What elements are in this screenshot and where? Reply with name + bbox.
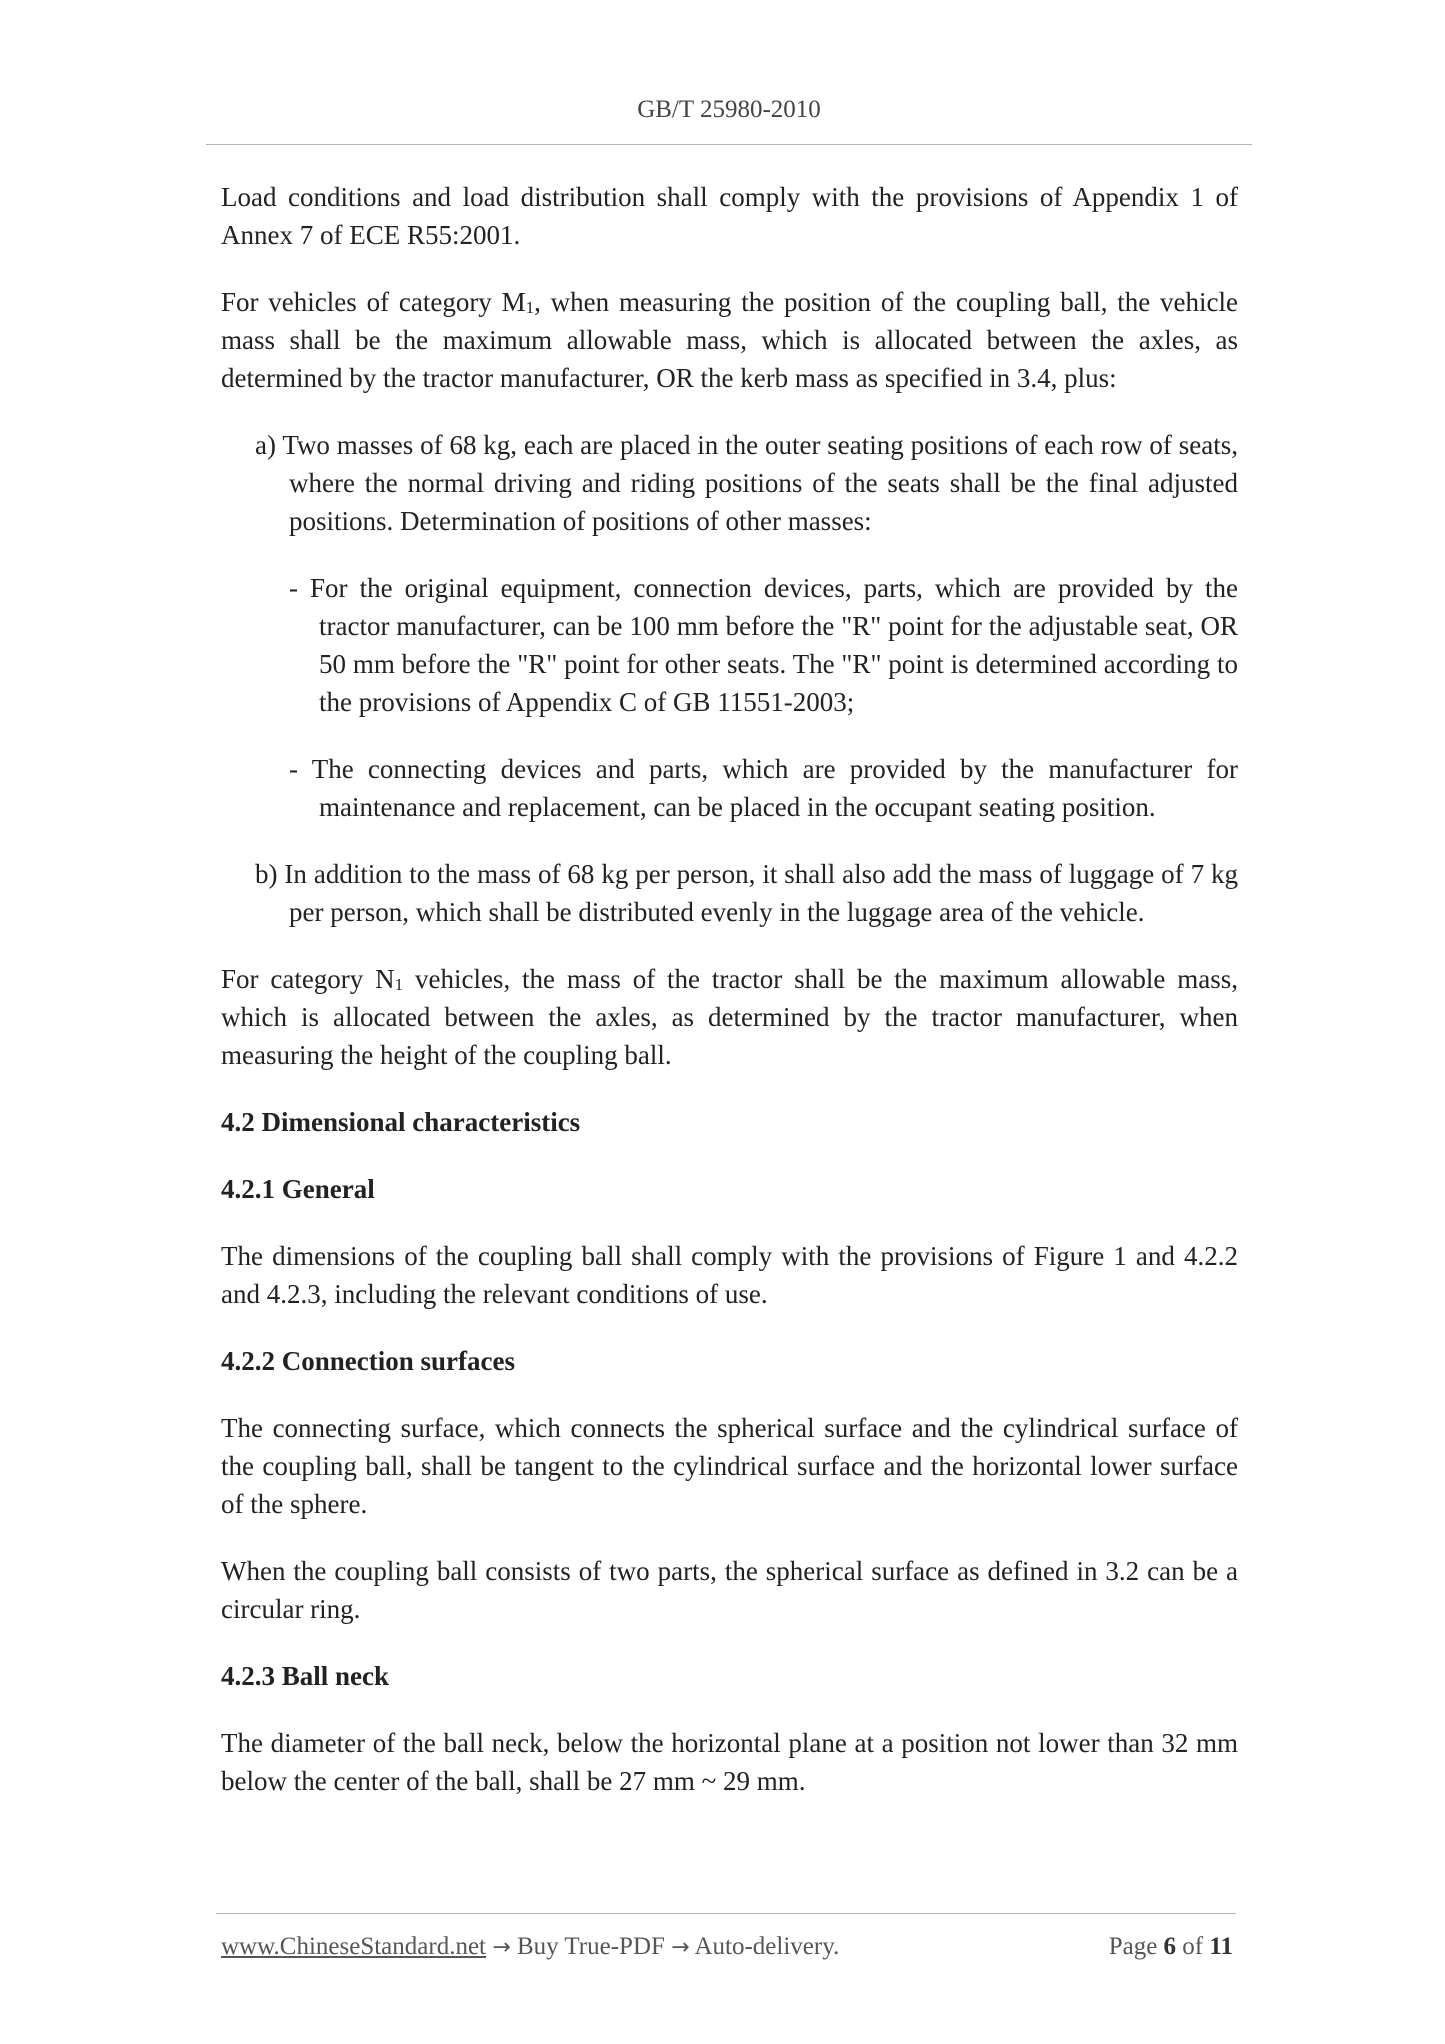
of-label: of (1182, 1933, 1204, 1960)
paragraph-category-m1 (221, 283, 1238, 397)
paragraph-connecting-surface: The connecting surface, which connects the spherical surface and the cylindrical surface of the coupling ball, shall be tangent to the cylindrical surface and the horizontal lower surface of the sphere. (221, 1413, 1238, 1519)
paragraph-load-conditions: Load conditions and load distribution shall comply with the provisions of Appendix 1 of Annex 7 of ECE R55:2001. (221, 182, 1238, 250)
paragraph-text: For category N (221, 964, 395, 994)
list-item-b: b) In addition to the mass of 68 kg per person, it shall also add the mass of luggage of 7 kg per person, which shall be distributed evenly in the luggage area of the vehicle. (255, 859, 1238, 927)
subscript: 1 (525, 298, 535, 317)
subscript: 1 (394, 975, 404, 994)
footer-links (221, 1933, 839, 1961)
paragraph-text: vehicles, the mass of the tractor shall be the maximum allowable mass, which is allocated between the axles, as determined by the tractor manufacturer, when measuring the height of the coupling ball. (221, 964, 1238, 1070)
dash-item-maintenance: - The connecting devices and parts, which are provided by the manufacturer for maintenance and replacement, can be placed in the occupant seating position. (289, 754, 1238, 822)
page-number: 6 (1163, 1933, 1177, 1960)
page-label: Page (1108, 1933, 1158, 1960)
page-total: 11 (1209, 1933, 1233, 1960)
paragraph-category-n1 (221, 960, 1238, 1074)
buy-text: Buy True-PDF (516, 1933, 665, 1960)
paragraph-ball-neck: The diameter of the ball neck, below the horizontal plane at a position not lower than 32 mm below the center of the ball, shall be 27 mm ~ 29 mm. (221, 1728, 1238, 1796)
heading-4-2-2: 4.2.2 Connection surfaces (221, 1346, 515, 1376)
footer-divider (216, 1913, 1236, 1914)
dash-item-original-equipment: - For the original equipment, connection devices, parts, which are provided by the tractor manufacturer, can be 100 mm before the "R" point for the adjustable seat, OR 50 mm before the "R" point for other seats. The "R" point is determined according to the provisions of Appendix C of GB 11551-2003; (289, 573, 1238, 717)
paragraph-two-parts: When the coupling ball consists of two parts, the spherical surface as defined in 3.2 can be a circular ring. (221, 1556, 1238, 1624)
delivery-text: Auto-delivery. (694, 1933, 840, 1960)
arrow-right-icon: → (492, 1935, 511, 1960)
header-divider (206, 144, 1252, 145)
list-item-a: a) Two masses of 68 kg, each are placed in the outer seating positions of each row of seats, where the normal driving and riding positions of the seats shall be the final adjusted positions. Determination of positions of other masses: (255, 430, 1238, 536)
heading-4-2-3: 4.2.3 Ball neck (221, 1661, 390, 1691)
heading-4-2: 4.2 Dimensional characteristics (221, 1107, 581, 1137)
paragraph-text: , when measuring the position of the coupling ball, the vehicle mass shall be the maximum allowable mass, which is allocated between the axles, as determined by the tractor manufacturer, OR the kerb mass as specified in 3.4, plus: (221, 287, 1238, 393)
heading-4-2-1: 4.2.1 General (221, 1174, 375, 1204)
page-indicator (1109, 1933, 1233, 1961)
page-header: GB/T 25980-2010 (637, 96, 821, 123)
document-body (221, 178, 1238, 1829)
site-link[interactable]: www.ChineseStandard.net (221, 1933, 486, 1960)
paragraph-text: For vehicles of category M (221, 287, 526, 317)
paragraph-dimensions: The dimensions of the coupling ball shall comply with the provisions of Figure 1 and 4.2.2 and 4.2.3, including the relevant conditions of use. (221, 1241, 1238, 1309)
arrow-right-icon: → (671, 1935, 690, 1960)
